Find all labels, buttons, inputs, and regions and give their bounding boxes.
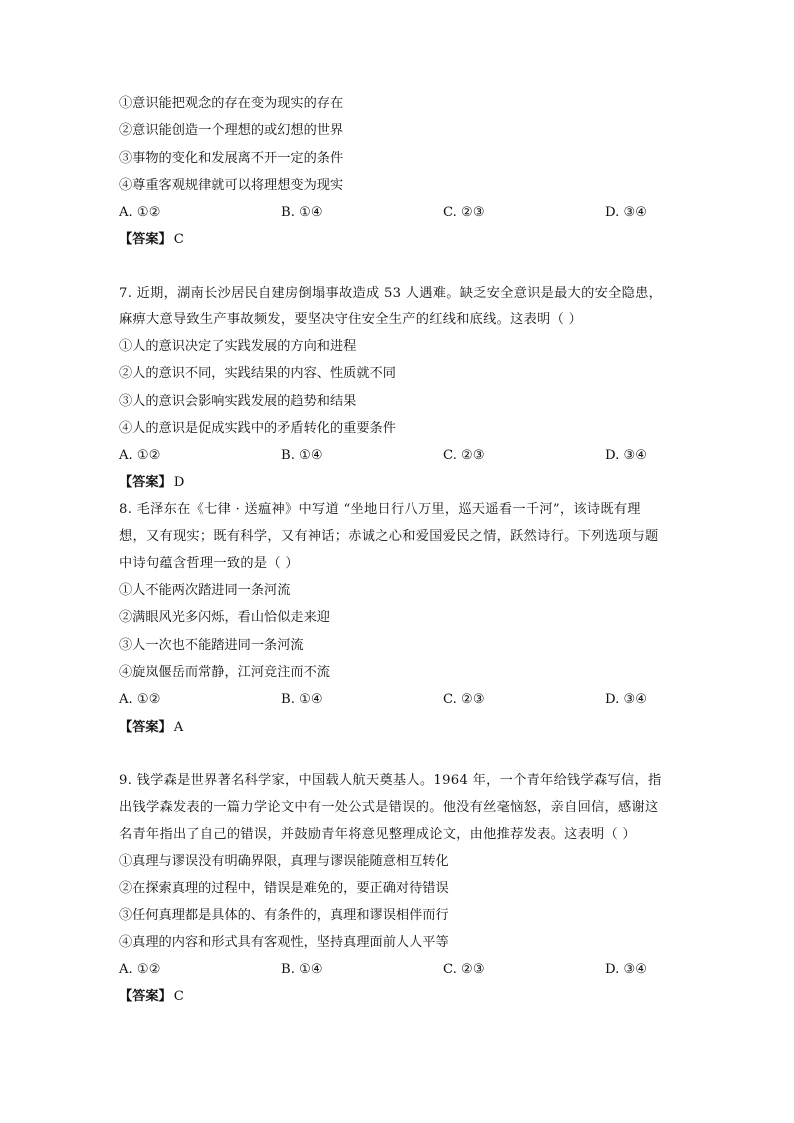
q9-item-3: ③任何真理都是具体的、有条件的，真理和谬误相伴而行 (119, 908, 449, 923)
q8-option-d: D. ③④ (605, 692, 648, 707)
q9-option-a: A. ①② (119, 962, 161, 977)
q9-answer-tag: 【答案】 (119, 989, 172, 1004)
q6-item-2: ②意识能创造一个理想的或幻想的世界 (119, 123, 344, 138)
q6-option-d: D. ③④ (605, 205, 648, 220)
q9-option-c: C. ②③ (443, 962, 485, 977)
q7-option-b: B. ①④ (281, 448, 323, 463)
q9-stem-line-1: 9. 钱学森是世界著名科学家，中国载人航天奠基人。1964 年，一个青年给钱学森写信，指 (119, 773, 662, 788)
q7-item-1: ①人的意识决定了实践发展的方向和进程 (119, 339, 357, 354)
q9-item-1: ①真理与谬误没有明确界限，真理与谬误能随意相互转化 (119, 854, 449, 869)
q7-options (119, 448, 679, 464)
q8-option-a: A. ①② (119, 692, 161, 707)
q9-options (119, 962, 679, 978)
q7-stem-line-2: 麻痹大意导致生产事故频发，要坚决守住安全生产的红线和底线。这表明（ ） (119, 312, 583, 327)
q6-item-1: ①意识能把观念的存在变为现实的存在 (119, 96, 344, 111)
q7-stem-line-1: 7. 近期，湖南长沙居民自建房倒塌事故造成 53 人遇难。缺乏安全意识是最大的安全隐患， (119, 286, 663, 301)
q9-stem-line-2: 出钱学森发表的一篇力学论文中有一处公式是错误的。他没有丝毫恼怒，亲自回信，感谢这 (119, 800, 659, 815)
q8-item-4: ④旋岚偃岳而常静，江河竞注而不流 (119, 665, 330, 680)
q8-item-1: ①人不能两次踏进同一条河流 (119, 583, 291, 598)
q8-stem-line-1: 8. 毛泽东在《七律 · 送瘟神》中写道 “坐地日行八万里，巡天遥看一千河”，该诗既有理 (119, 502, 641, 517)
q8-stem-line-3: 中诗句蕴含哲理一致的是（ ） (119, 556, 299, 571)
q9-answer-value: C (173, 989, 184, 1004)
q8-options (119, 692, 679, 708)
q6-answer (119, 232, 184, 248)
q7-answer (119, 475, 184, 491)
q8-answer (119, 720, 183, 736)
q9-option-b: B. ①④ (281, 962, 323, 977)
q9-stem-line-3: 名青年指出了自己的错误，并鼓励青年将意见整理成论文，由他推荐发表。这表明（ ） (119, 827, 637, 842)
q6-item-4: ④尊重客观规律就可以将理想变为现实 (119, 178, 344, 193)
q8-answer-tag: 【答案】 (119, 720, 172, 735)
q9-option-d: D. ③④ (605, 962, 648, 977)
q6-item-3: ③事物的变化和发展离不开一定的条件 (119, 151, 344, 166)
q6-options (119, 205, 679, 221)
q8-item-3: ③人一次也不能踏进同一条河流 (119, 638, 304, 653)
q9-item-4: ④真理的内容和形式具有客观性，坚持真理面前人人平等 (119, 935, 449, 950)
q7-option-a: A. ①② (119, 448, 161, 463)
q6-answer-value: C (173, 232, 184, 247)
q7-item-2: ②人的意识不同，实践结果的内容、性质就不同 (119, 366, 396, 381)
q7-item-4: ④人的意识是促成实践中的矛盾转化的重要条件 (119, 421, 396, 436)
q8-stem-line-2: 想，又有现实；既有科学，又有神话；赤诚之心和爱国爱民之情，跃然诗行。下列选项与题 (119, 529, 659, 544)
q6-option-c: C. ②③ (443, 205, 485, 220)
q8-answer-value: A (173, 720, 184, 735)
q8-item-2: ②满眼风光多闪烁，看山恰似走来迎 (119, 610, 330, 625)
q7-option-c: C. ②③ (443, 448, 485, 463)
q6-answer-tag: 【答案】 (119, 232, 172, 247)
q7-answer-tag: 【答案】 (119, 475, 172, 490)
q9-answer (119, 989, 184, 1005)
q7-item-3: ③人的意识会影响实践发展的趋势和结果 (119, 394, 357, 409)
q7-option-d: D. ③④ (605, 448, 648, 463)
q6-option-a: A. ①② (119, 205, 161, 220)
q9-item-2: ②在探索真理的过程中，错误是难免的，要正确对待错误 (119, 881, 449, 896)
q6-option-b: B. ①④ (281, 205, 323, 220)
q8-option-c: C. ②③ (443, 692, 485, 707)
q8-option-b: B. ①④ (281, 692, 323, 707)
q7-answer-value: D (173, 475, 185, 490)
